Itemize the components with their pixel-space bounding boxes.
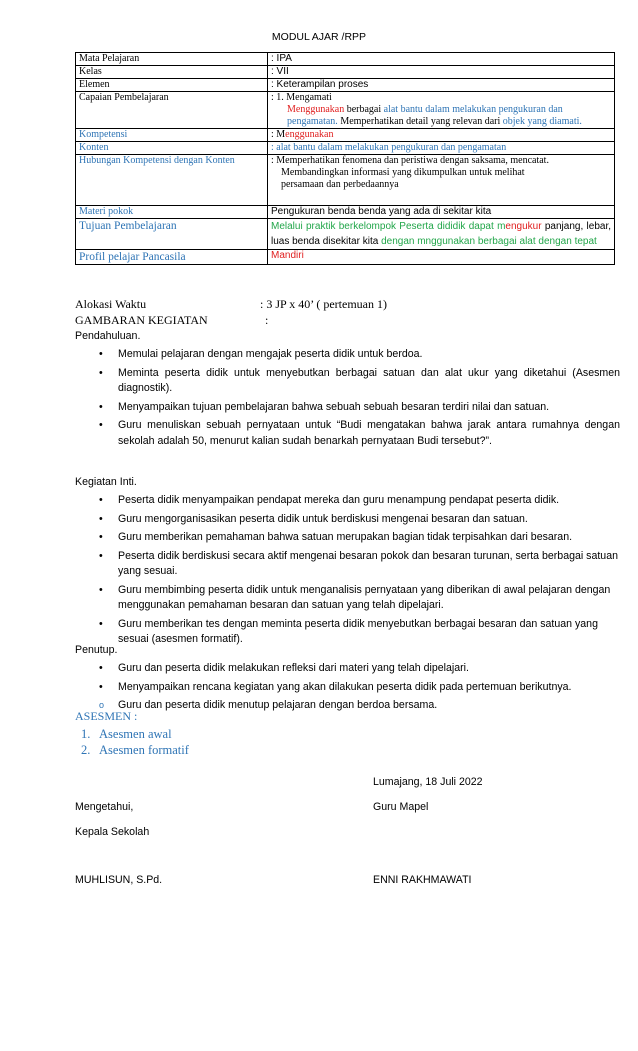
penutup-list (75, 661, 620, 714)
kompetensi-red-text: enggunakan (285, 129, 334, 140)
list-item (75, 661, 620, 677)
bullet-icon: • (99, 419, 103, 431)
list-item-text: Guru membimbing peserta didik untuk menganalisis pernyataan yang diberikan di awal pelajaran dengan menggunakan pemahaman besaran dan satuan yang telah dipelajari. (118, 583, 611, 611)
inti-title: Kegiatan Inti. (75, 476, 137, 488)
pendahuluan-list (75, 347, 620, 449)
list-item (75, 493, 620, 509)
gambaran-value: : (265, 313, 269, 327)
list-item-text: Peserta didik berdiskusi secara aktif mengenai besaran pokok dan besaran turunan, serta berbagai satuan yang sesuai. (118, 549, 618, 577)
gambaran-kegiatan-row (75, 313, 268, 328)
bullet-icon: • (99, 583, 103, 596)
list-item (75, 512, 620, 528)
capaian-text2: Memperhatikan detail yang relevan dari (337, 116, 503, 127)
alokasi-waktu-row (75, 297, 387, 312)
list-item-text: Menyampaikan rencana kegiatan yang akan dilakukan peserta didik pada pertemuan berikutnya. (118, 680, 572, 693)
value-elemen: : Keterampilan proses (268, 79, 615, 92)
asesmen-section (75, 709, 189, 758)
tujuan-green-text2: dengan mnggunakan berbagai alat dengan tepat (381, 236, 597, 247)
label-materi: Materi pokok (76, 206, 268, 219)
capaian-detail (271, 104, 611, 128)
kompetensi-prefix: : M (271, 129, 286, 140)
bullet-icon: • (99, 512, 103, 525)
tujuan-green-text1: Melalui praktik berkelompok Peserta dididik dapat m (271, 221, 506, 232)
bullet-icon: • (99, 400, 103, 413)
value-tujuan (268, 219, 615, 250)
list-item-text: Guru memberikan pemahaman bahwa satuan merupakan bagian tidak terpisahkan dari besaran. (118, 531, 573, 543)
pendahuluan-section (75, 328, 620, 449)
label-profil: Profil pelajar Pancasila (76, 250, 268, 265)
label-kompetensi: Kompetensi (76, 129, 268, 142)
circle-bullet-icon: o (99, 700, 105, 710)
penutup-title: Penutup. (75, 644, 118, 656)
list-number: 2. (81, 743, 91, 757)
list-item (75, 366, 620, 397)
list-item (75, 742, 189, 758)
list-number: 1. (81, 727, 91, 741)
capaian-blue-text1: alat bantu dalam melakukan pengukuran dan pengamatan. (287, 104, 563, 127)
alokasi-value: : 3 JP x 40’ ( pertemuan 1) (260, 297, 387, 311)
kepala-sekolah-name: MUHLISUN, S.Pd. (75, 874, 163, 886)
label-capaian: Capaian Pembelajaran (76, 92, 268, 129)
list-item (75, 418, 620, 449)
value-hubungan (268, 155, 615, 206)
list-item (75, 726, 189, 742)
table-row (76, 53, 615, 66)
capaian-text1: berbagai (344, 104, 384, 115)
list-item-text: Peserta didik menyampaikan pendapat mereka dan guru menampung pendapat peserta didik. (118, 494, 560, 506)
capaian-red-text: Menggunakan (287, 104, 345, 115)
bullet-icon: • (99, 549, 103, 562)
tujuan-red-text: engukur (505, 221, 542, 232)
table-row (76, 155, 615, 206)
value-materi: Pengukuran benda benda yang ada di sekitar kita (268, 206, 615, 219)
label-tujuan: Tujuan Pembelajaran (76, 219, 268, 250)
asesmen-title: ASESMEN : (75, 709, 138, 723)
table-row (76, 219, 615, 250)
value-capaian (268, 92, 615, 129)
list-item-text: Memulai pelajaran dengan mengajak peserta didik untuk berdoa. (118, 348, 423, 360)
page-header: MODUL AJAR /RPP (271, 31, 367, 43)
capaian-blue-text2: objek yang diamati. (502, 116, 582, 127)
value-profil: Mandiri (268, 250, 615, 265)
kegiatan-inti-section (75, 474, 620, 648)
list-item-text: Guru dan peserta didik melakukan refleksi dari materi yang telah dipelajari. (118, 662, 469, 674)
list-item-text: Asesmen formatif (99, 743, 189, 757)
list-item-text: Menyampaikan tujuan pembelajaran bahwa sebuah sebuah besaran terdiri nilai dan satuan. (118, 400, 550, 413)
value-kelas: : VII (268, 66, 615, 79)
list-item-text: Asesmen awal (99, 727, 172, 741)
table-row (76, 79, 615, 92)
list-item (75, 583, 620, 614)
bullet-icon: • (99, 680, 103, 693)
table-row (76, 142, 615, 155)
table-row (76, 92, 615, 129)
inti-list (75, 493, 620, 648)
mengetahui-label: Mengetahui, (75, 801, 134, 813)
list-item-text: Guru dan peserta didik menutup pelajaran dengan berdoa bersama. (118, 699, 438, 711)
hubungan-line3: persamaan dan perbedaannya (281, 179, 399, 190)
list-item (75, 680, 620, 696)
table-row (76, 206, 615, 219)
pendahuluan-title: Pendahuluan. (75, 330, 141, 342)
list-item (75, 400, 620, 416)
bullet-icon: • (99, 348, 103, 360)
label-hubungan: Hubungan Kompetensi dengan Konten (76, 155, 268, 206)
list-item (75, 530, 620, 546)
hubungan-line2: Membandingkan informasi yang dikumpulkan untuk melihat (281, 167, 525, 178)
label-mapel: Mata Pelajaran (76, 53, 268, 66)
bullet-icon: • (99, 494, 103, 506)
table-row (76, 66, 615, 79)
guru-name: ENNI RAKHMAWATI (373, 874, 472, 886)
rpp-info-table (75, 52, 615, 265)
penutup-section (75, 642, 620, 714)
table-row (76, 250, 615, 265)
gambaran-label: GAMBARAN KEGIATAN (75, 313, 208, 327)
list-item-text: Meminta peserta didik untuk menyebutkan berbagai satuan dan alat ukur yang diketahui (Asesmen diagnostik). (118, 366, 620, 394)
value-kompetensi (268, 129, 615, 142)
label-kelas: Kelas (76, 66, 268, 79)
value-konten: : alat bantu dalam melakukan pengukuran dan pengamatan (268, 142, 615, 155)
label-elemen: Elemen (76, 79, 268, 92)
place-date: Lumajang, 18 Juli 2022 (373, 776, 483, 788)
asesmen-list (75, 726, 189, 758)
list-item (75, 347, 620, 363)
table-row (76, 129, 615, 142)
bullet-icon: • (99, 531, 103, 543)
list-item-text: Guru memberikan tes dengan meminta peserta didik menyebutkan berbagai besaran dan satuan yang sesuai (asesmen formatif). (118, 617, 598, 645)
guru-mapel-label: Guru Mapel (373, 801, 429, 813)
label-konten: Konten (76, 142, 268, 155)
list-item-text: Guru menuliskan sebuah pernyataan untuk “Budi mengatakan bahwa jarak antara rumahnya dengan sekolah adalah 50, menurut kalian sudah benarkah pernyataan Budi tersebut?”. (118, 419, 620, 447)
value-mapel: : IPA (268, 53, 615, 66)
bullet-icon: • (99, 366, 103, 379)
hubungan-line1: : Memperhatikan fenomena dan peristiwa dengan saksama, mencatat. (271, 155, 549, 166)
kepala-sekolah-label: Kepala Sekolah (75, 826, 150, 838)
bullet-icon: • (99, 662, 103, 674)
list-item-text: Guru mengorganisasikan peserta didik untuk berdiskusi mengenai besaran dan satuan. (118, 512, 528, 525)
capaian-line1: : 1. Mengamati (271, 92, 332, 103)
bullet-icon: • (99, 617, 103, 630)
alokasi-label: Alokasi Waktu (75, 297, 147, 311)
tujuan-text: panjang, lebar, luas benda disekitar kita (271, 221, 611, 247)
list-item (75, 549, 620, 580)
